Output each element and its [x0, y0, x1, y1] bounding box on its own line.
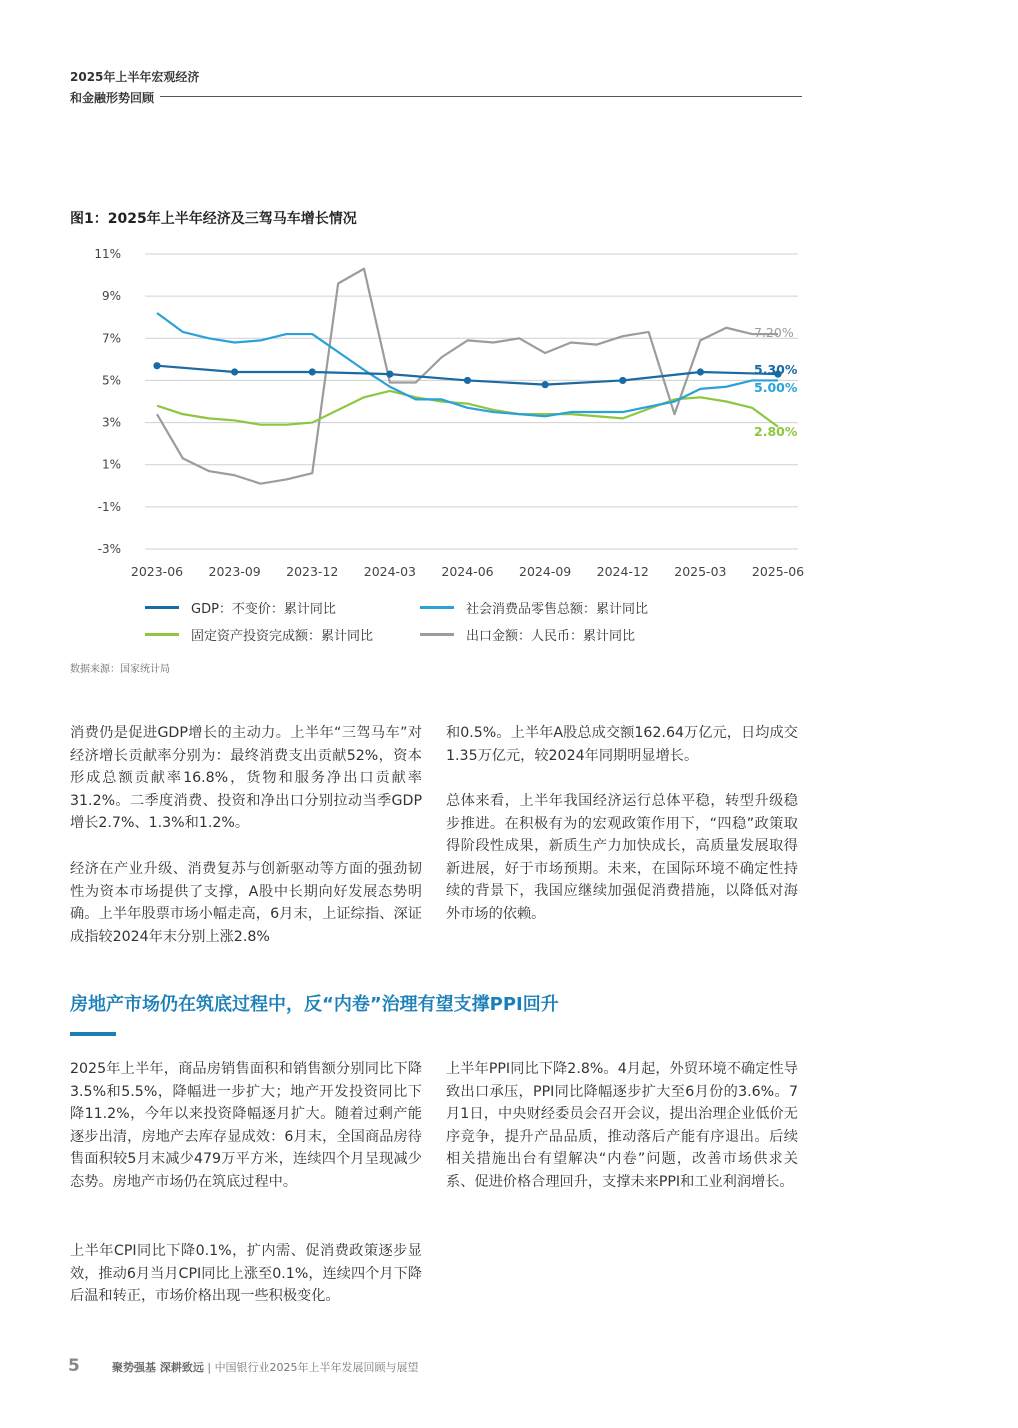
- section-title: 房地产市场仍在筑底过程中，反“内卷”治理有望支撑PPI回升: [70, 994, 559, 1015]
- legend-label-export: 出口金额：人民币：累计同比: [466, 629, 636, 644]
- x-tick-label: 2025-06: [751, 564, 805, 579]
- legend-item-retail: [420, 598, 648, 617]
- figure-title: 图1：2025年上半年经济及三驾马车增长情况: [70, 211, 357, 227]
- x-tick-label: 2024-09: [519, 564, 572, 579]
- section-title-bar: [70, 1032, 116, 1036]
- legend-label-investment: 固定资产投资完成额：累计同比: [191, 629, 374, 644]
- y-tick-label: 1%: [101, 457, 121, 472]
- gdp-data-point: [309, 368, 316, 375]
- gdp-data-point: [542, 381, 549, 388]
- gdp-data-point: [386, 371, 393, 378]
- series-end-label: 5.00%: [754, 380, 798, 395]
- series-line: [157, 313, 778, 416]
- gdp-data-point: [231, 368, 238, 375]
- legend-label-retail: 社会消费品零售总额：累计同比: [466, 602, 649, 617]
- legend-swatch-gdp: [145, 606, 179, 609]
- footer-publication: 中国银行业2025年上半年发展回顾与展望: [214, 1361, 419, 1374]
- series-end-label: 5.30%: [754, 362, 798, 377]
- legend-item-gdp: [145, 598, 336, 617]
- gdp-data-point: [464, 377, 471, 384]
- line-chart: [0, 0, 1018, 660]
- running-header-line1: 2025年上半年宏观经济: [70, 70, 200, 84]
- series-line: [157, 269, 778, 484]
- y-tick-label: 7%: [101, 331, 121, 346]
- paragraph-summary: 总体来看，上半年我国经济运行总体平稳，转型升级稳步推进。在积极有为的宏观政策作用下，“四稳”政策取得阶段性成果，新质生产力加快成长，高质量发展取得新进展，好于市场预期。未来，在国际环境不确定性持续的背景下，我国应继续加强促消费措施，以降低对海外市场的依赖。: [446, 793, 798, 922]
- series-end-label: 7.20%: [754, 325, 794, 340]
- gdp-data-point: [153, 362, 160, 369]
- series-end-label: 2.80%: [754, 424, 798, 439]
- running-header-line2: 和金融形势回顾: [70, 91, 155, 105]
- x-tick-label: 2023-06: [130, 564, 184, 579]
- x-tick-label: 2023-09: [208, 564, 261, 579]
- x-tick-label: 2023-12: [286, 564, 339, 579]
- paragraph-capital-market: 经济在产业升级、消费复苏与创新驱动等方面的强劲韧性为资本市场提供了支撑，A股中长期向好发展态势明确。上半年股票市场小幅走高，6月末，上证综指、深证成指较2024年末分别上涨2.8%: [70, 861, 422, 945]
- legend-swatch-retail: [420, 606, 454, 609]
- y-tick-label: 5%: [101, 373, 121, 388]
- legend-label-gdp: GDP：不变价：累计同比: [191, 602, 336, 617]
- gdp-data-point: [619, 377, 626, 384]
- y-tick-label: 3%: [101, 415, 121, 430]
- paragraph-ppi: 上半年PPI同比下降2.8%。4月起，外贸环境不确定性导致出口承压，PPI同比降幅逐步扩大至6月份的3.6%。7月1日，中央财经委员会召开会议，提出治理企业低价无序竞争，提升产品品质，推动落后产能有序退出。后续相关措施出台有望解决“内卷”问题，改善市场供求关系、促进价格合理回升，支撑未来PPI和工业利润增长。: [446, 1061, 798, 1190]
- y-tick-label: -3%: [97, 542, 121, 556]
- legend-item-export: [420, 625, 635, 644]
- gdp-data-point: [697, 368, 704, 375]
- footer-slogan: 聚势强基 深耕致远: [112, 1361, 204, 1374]
- y-tick-label: 11%: [94, 247, 121, 261]
- x-tick-label: 2024-03: [363, 564, 416, 579]
- legend-swatch-investment: [145, 633, 179, 636]
- footer-divider: |: [207, 1361, 212, 1374]
- x-tick-label: 2024-12: [596, 564, 649, 579]
- figure-source: 数据来源：国家统计局: [70, 664, 170, 675]
- y-tick-label: 9%: [101, 289, 121, 304]
- footer-text: [112, 1359, 419, 1375]
- paragraph-real-estate: 2025年上半年，商品房销售面积和销售额分别同比下降3.5%和5.5%，降幅进一步扩大；地产开发投资同比下降11.2%，今年以来投资降幅逐月扩大。随着过剩产能逐步出清，房地产去库存显成效：6月末，全国商品房待售面积较5月末减少479万平方米，连续四个月呈现减少态势。房地产市场仍在筑底过程中。: [70, 1061, 422, 1190]
- legend-item-investment: [145, 625, 373, 644]
- legend-swatch-export: [420, 633, 454, 636]
- paragraph-a-share: 和0.5%。上半年A股总成交额162.64万亿元，日均成交1.35万亿元，较2024年同期明显增长。: [446, 725, 798, 764]
- page-number: 5: [68, 1356, 80, 1376]
- y-tick-label: -1%: [97, 499, 121, 514]
- paragraph-cpi: 上半年CPI同比下降0.1%，扩内需、促消费政策逐步显效，推动6月当月CPI同比上涨至0.1%，连续四个月下降后温和转正，市场价格出现一些积极变化。: [70, 1243, 422, 1305]
- x-tick-label: 2025-03: [674, 564, 727, 579]
- paragraph-consumption: 消费仍是促进GDP增长的主动力。上半年“三驾马车”对经济增长贡献率分别为：最终消费支出贡献52%，资本形成总额贡献率16.8%，货物和服务净出口贡献率31.2%。二季度消费、投资和净出口分别拉动当季GDP增长2.7%、1.3%和1.2%。: [70, 725, 422, 832]
- x-tick-label: 2024-06: [441, 564, 494, 579]
